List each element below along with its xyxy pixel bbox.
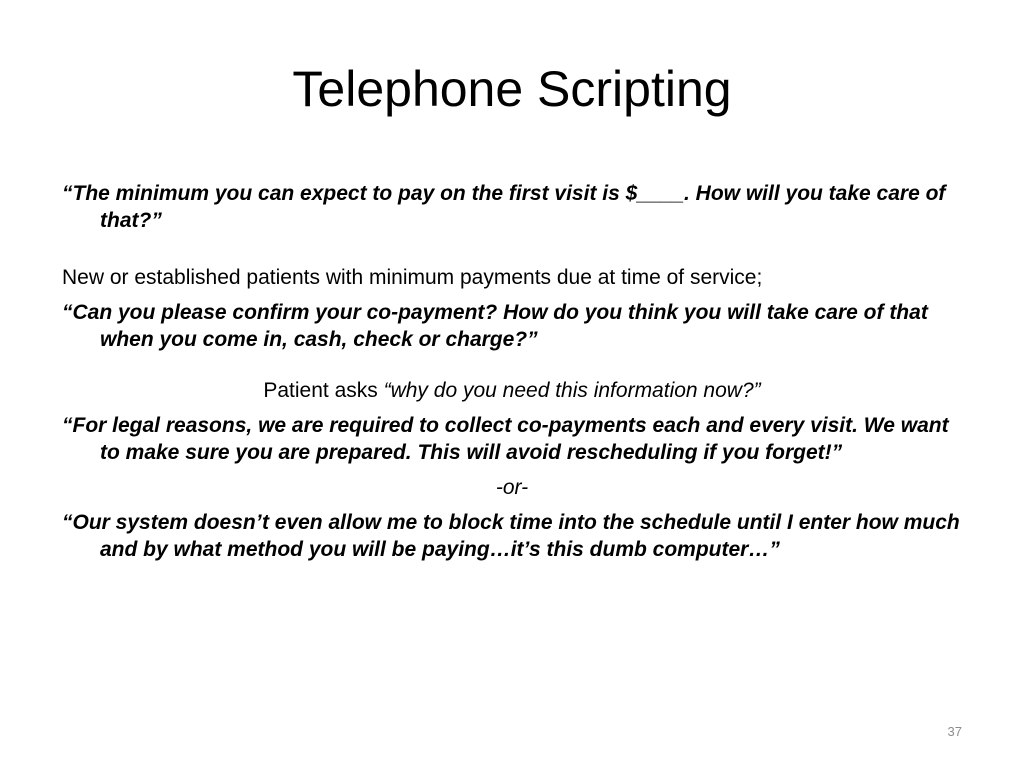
or-separator: -or- [495,476,529,499]
patients-line: New or established patients with minimum payments due at time of service; [62,266,763,289]
patient-asks-line [62,377,962,404]
script-quote-legal: “For legal reasons, we are required to collect co-payments each and every visit. We want to make sure you are prepared. This will avoid rescheduling if you forget!” [62,414,949,464]
slide-title: Telephone Scripting [292,61,732,117]
page-number: 37 [947,724,962,739]
script-quote-copayment: “Can you please confirm your co-payment? How do you think you will take care of that when you come in, cash, check or charge?” [62,301,928,351]
script-quote-system: “Our system doesn’t even allow me to block time into the schedule until I enter how much and by what method you will be paying…it’s this dumb computer…” [62,511,960,561]
patient-asks-prefix: Patient asks [263,379,384,402]
patient-asks-question: “why do you need this information now?” [383,379,761,402]
slide-body [62,180,962,563]
script-quote-first-visit: “The minimum you can expect to pay on the first visit is $____. How will you take care of that?” [62,182,946,232]
